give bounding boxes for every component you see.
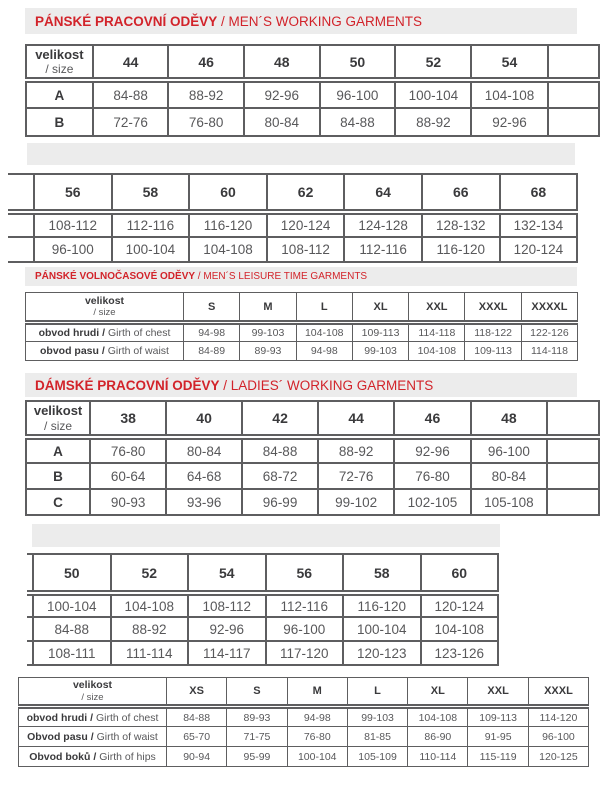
- table-row: [26, 463, 599, 489]
- cropped-overflow-cell: [548, 45, 599, 80]
- row-label-cell: obvod pasu / Girth of waist: [26, 342, 184, 361]
- size-value-cell: 92-96: [244, 80, 320, 108]
- size-value-cell: 100-104: [112, 237, 190, 262]
- size-column-header: 42: [242, 401, 318, 437]
- size-column-header: L: [296, 293, 352, 323]
- table-row: [26, 108, 599, 136]
- size-value-cell: 71-75: [227, 727, 287, 747]
- size-value-cell: 65-70: [167, 727, 227, 747]
- size-column-header: 60: [189, 174, 267, 212]
- table-row: [27, 593, 498, 617]
- size-column-header: S: [227, 678, 287, 707]
- ladies-working-sizes-table-2: [27, 553, 499, 666]
- size-column-header: 48: [244, 45, 320, 80]
- size-value-cell: 99-103: [347, 707, 407, 727]
- row-label-cell: C: [26, 489, 90, 515]
- size-value-cell: 76-80: [90, 437, 166, 463]
- size-value-cell: 109-113: [468, 707, 528, 727]
- size-value-cell: 104-108: [409, 342, 465, 361]
- size-column-header: 50: [320, 45, 396, 80]
- table-row: [8, 237, 577, 262]
- cropped-overflow-cell: [547, 489, 599, 515]
- size-value-cell: 93-96: [166, 489, 242, 515]
- size-value-cell: 76-80: [168, 108, 244, 136]
- cropped-overflow-cell: [547, 401, 599, 437]
- size-column-header: XXL: [409, 293, 465, 323]
- size-value-cell: 104-108: [408, 707, 468, 727]
- size-value-cell: 112-116: [266, 593, 344, 617]
- cropped-overflow-cell: [547, 437, 599, 463]
- size-value-cell: 64-68: [166, 463, 242, 489]
- size-value-cell: 100-104: [395, 80, 471, 108]
- size-value-cell: 72-76: [318, 463, 394, 489]
- size-column-header: 44: [93, 45, 169, 80]
- spacer-band: [27, 143, 575, 165]
- size-column-header: M: [240, 293, 296, 323]
- size-column-header: XL: [408, 678, 468, 707]
- size-label-cell: velikost / size: [19, 678, 167, 707]
- size-column-header: M: [287, 678, 347, 707]
- mens-leisure-sizes-table: [25, 292, 578, 361]
- size-value-cell: 120-125: [528, 747, 588, 767]
- size-value-cell: 84-88: [242, 437, 318, 463]
- size-value-cell: 128-132: [422, 212, 500, 237]
- size-value-cell: 86-90: [408, 727, 468, 747]
- size-value-cell: 89-93: [240, 342, 296, 361]
- size-column-header: 50: [33, 554, 111, 593]
- table-row: [26, 342, 578, 361]
- size-value-cell: 114-118: [409, 323, 465, 342]
- mens-working-sizes-table-2: [8, 173, 578, 263]
- section-title-english: / MEN´S LEISURE TIME GARMENTS: [195, 271, 368, 282]
- size-value-cell: 108-112: [188, 593, 266, 617]
- size-column-header: 58: [112, 174, 190, 212]
- section-header-mens-leisure: [25, 267, 577, 286]
- size-value-cell: 91-95: [468, 727, 528, 747]
- cropped-overflow-cell: [548, 80, 599, 108]
- size-column-header: XS: [167, 678, 227, 707]
- size-value-cell: 100-104: [33, 593, 111, 617]
- size-value-cell: 104-108: [111, 593, 189, 617]
- size-value-cell: 99-102: [318, 489, 394, 515]
- size-value-cell: 72-76: [93, 108, 169, 136]
- size-value-cell: 118-122: [465, 323, 521, 342]
- table-row: [26, 80, 599, 108]
- size-column-header: S: [184, 293, 240, 323]
- size-column-header: 54: [471, 45, 547, 80]
- cropped-stub-cell: [8, 174, 34, 212]
- size-value-cell: 84-88: [33, 617, 111, 641]
- table-row: [19, 707, 589, 727]
- size-column-header: XXXXL: [521, 293, 577, 323]
- mens-working-sizes-table-1: [25, 44, 600, 137]
- size-value-cell: 80-84: [166, 437, 242, 463]
- table-row: [27, 641, 498, 665]
- size-column-header: 44: [318, 401, 394, 437]
- size-value-cell: 88-92: [318, 437, 394, 463]
- size-value-cell: 92-96: [394, 437, 470, 463]
- row-label-cell: A: [26, 80, 93, 108]
- size-column-header: XXXL: [528, 678, 588, 707]
- section-header-ladies-working: [25, 373, 577, 397]
- size-value-cell: 81-85: [347, 727, 407, 747]
- size-value-cell: 116-120: [189, 212, 267, 237]
- size-value-cell: 92-96: [188, 617, 266, 641]
- size-value-cell: 99-103: [352, 342, 408, 361]
- cropped-stub-cell: [8, 237, 34, 262]
- table-row: [27, 617, 498, 641]
- size-value-cell: 108-111: [33, 641, 111, 665]
- size-column-header: 48: [471, 401, 547, 437]
- size-value-cell: 120-123: [343, 641, 421, 665]
- size-value-cell: 96-100: [471, 437, 547, 463]
- size-value-cell: 132-134: [500, 212, 578, 237]
- size-value-cell: 124-128: [344, 212, 422, 237]
- table-row: [19, 747, 589, 767]
- size-value-cell: 88-92: [111, 617, 189, 641]
- row-label-cell: B: [26, 463, 90, 489]
- size-column-header: XL: [352, 293, 408, 323]
- section-title-czech: DÁMSKÉ PRACOVNÍ ODĚVY: [35, 377, 220, 393]
- size-value-cell: 96-99: [242, 489, 318, 515]
- size-value-cell: 84-88: [93, 80, 169, 108]
- section-title-english: / MEN´S WORKING GARMENTS: [217, 13, 423, 29]
- size-column-header: 56: [34, 174, 112, 212]
- size-column-header: 66: [422, 174, 500, 212]
- cropped-overflow-cell: [548, 108, 599, 136]
- size-value-cell: 109-113: [465, 342, 521, 361]
- size-column-header: 60: [421, 554, 499, 593]
- size-value-cell: 123-126: [421, 641, 499, 665]
- size-value-cell: 114-117: [188, 641, 266, 665]
- size-value-cell: 116-120: [422, 237, 500, 262]
- size-column-header: XXXL: [465, 293, 521, 323]
- row-label-cell: Obvod boků / Girth of hips: [19, 747, 167, 767]
- size-value-cell: 84-88: [320, 108, 396, 136]
- size-value-cell: 104-108: [471, 80, 547, 108]
- size-value-cell: 108-112: [34, 212, 112, 237]
- table-row: [8, 212, 577, 237]
- size-value-cell: 100-104: [343, 617, 421, 641]
- section-title-czech: PÁNSKÉ PRACOVNÍ ODĚVY: [35, 13, 218, 29]
- size-column-header: 38: [90, 401, 166, 437]
- row-label-cell: A: [26, 437, 90, 463]
- cropped-stub-cell: [8, 212, 34, 237]
- size-value-cell: 96-100: [34, 237, 112, 262]
- size-value-cell: 88-92: [395, 108, 471, 136]
- size-value-cell: 112-116: [112, 212, 190, 237]
- size-value-cell: 68-72: [242, 463, 318, 489]
- size-value-cell: 100-104: [287, 747, 347, 767]
- table-row: [26, 323, 578, 342]
- size-value-cell: 110-114: [408, 747, 468, 767]
- size-column-header: 68: [500, 174, 578, 212]
- size-column-header: 54: [188, 554, 266, 593]
- row-label-cell: B: [26, 108, 93, 136]
- size-column-header: 64: [344, 174, 422, 212]
- size-label-cell: velikost / size: [26, 401, 90, 437]
- size-value-cell: 105-108: [471, 489, 547, 515]
- row-label-cell: obvod hrudi / Girth of chest: [26, 323, 184, 342]
- size-value-cell: 76-80: [287, 727, 347, 747]
- size-value-cell: 90-94: [167, 747, 227, 767]
- size-value-cell: 109-113: [352, 323, 408, 342]
- section-title-english: / LADIES´ WORKING GARMENTS: [219, 377, 434, 393]
- size-column-header: 52: [111, 554, 189, 593]
- size-value-cell: 116-120: [343, 593, 421, 617]
- size-value-cell: 111-114: [111, 641, 189, 665]
- size-column-header: L: [347, 678, 407, 707]
- size-value-cell: 104-108: [296, 323, 352, 342]
- table-row: [26, 489, 599, 515]
- size-value-cell: 120-124: [500, 237, 578, 262]
- size-value-cell: 92-96: [471, 108, 547, 136]
- size-label-cell: velikost / size: [26, 45, 93, 80]
- size-value-cell: 102-105: [394, 489, 470, 515]
- ladies-working-sizes-table-1: [25, 400, 600, 516]
- table-row: [19, 727, 589, 747]
- section-header-mens-working: [25, 8, 577, 34]
- cropped-overflow-cell: [547, 463, 599, 489]
- size-column-header: 40: [166, 401, 242, 437]
- size-column-header: 46: [168, 45, 244, 80]
- size-value-cell: 76-80: [394, 463, 470, 489]
- size-label-cell: velikost / size: [26, 293, 184, 323]
- size-value-cell: 108-112: [267, 237, 345, 262]
- size-value-cell: 88-92: [168, 80, 244, 108]
- size-value-cell: 112-116: [344, 237, 422, 262]
- size-value-cell: 84-89: [184, 342, 240, 361]
- size-column-header: 62: [267, 174, 345, 212]
- row-label-cell: obvod hrudi / Girth of chest: [19, 707, 167, 727]
- size-value-cell: 94-98: [296, 342, 352, 361]
- size-value-cell: 94-98: [287, 707, 347, 727]
- size-value-cell: 104-108: [189, 237, 267, 262]
- size-value-cell: 105-109: [347, 747, 407, 767]
- size-column-header: 46: [394, 401, 470, 437]
- size-value-cell: 96-100: [266, 617, 344, 641]
- size-value-cell: 104-108: [421, 617, 499, 641]
- size-value-cell: 120-124: [267, 212, 345, 237]
- size-value-cell: 95-99: [227, 747, 287, 767]
- size-value-cell: 90-93: [90, 489, 166, 515]
- ladies-measurements-table: [18, 677, 589, 767]
- size-value-cell: 120-124: [421, 593, 499, 617]
- size-value-cell: 80-84: [471, 463, 547, 489]
- size-value-cell: 96-100: [528, 727, 588, 747]
- spacer-band: [32, 524, 500, 547]
- size-value-cell: 114-120: [528, 707, 588, 727]
- size-value-cell: 80-84: [244, 108, 320, 136]
- section-title-czech: PÁNSKÉ VOLNOČASOVÉ ODĚVY: [35, 271, 196, 282]
- size-value-cell: 122-126: [521, 323, 577, 342]
- table-row: [26, 437, 599, 463]
- size-column-header: 58: [343, 554, 421, 593]
- size-value-cell: 89-93: [227, 707, 287, 727]
- size-value-cell: 96-100: [320, 80, 396, 108]
- size-value-cell: 115-119: [468, 747, 528, 767]
- size-value-cell: 114-118: [521, 342, 577, 361]
- size-value-cell: 99-103: [240, 323, 296, 342]
- size-value-cell: 84-88: [167, 707, 227, 727]
- row-label-cell: Obvod pasu / Girth of waist: [19, 727, 167, 747]
- size-column-header: XXL: [468, 678, 528, 707]
- size-value-cell: 60-64: [90, 463, 166, 489]
- size-column-header: 56: [266, 554, 344, 593]
- size-value-cell: 94-98: [184, 323, 240, 342]
- size-column-header: 52: [395, 45, 471, 80]
- size-value-cell: 117-120: [266, 641, 344, 665]
